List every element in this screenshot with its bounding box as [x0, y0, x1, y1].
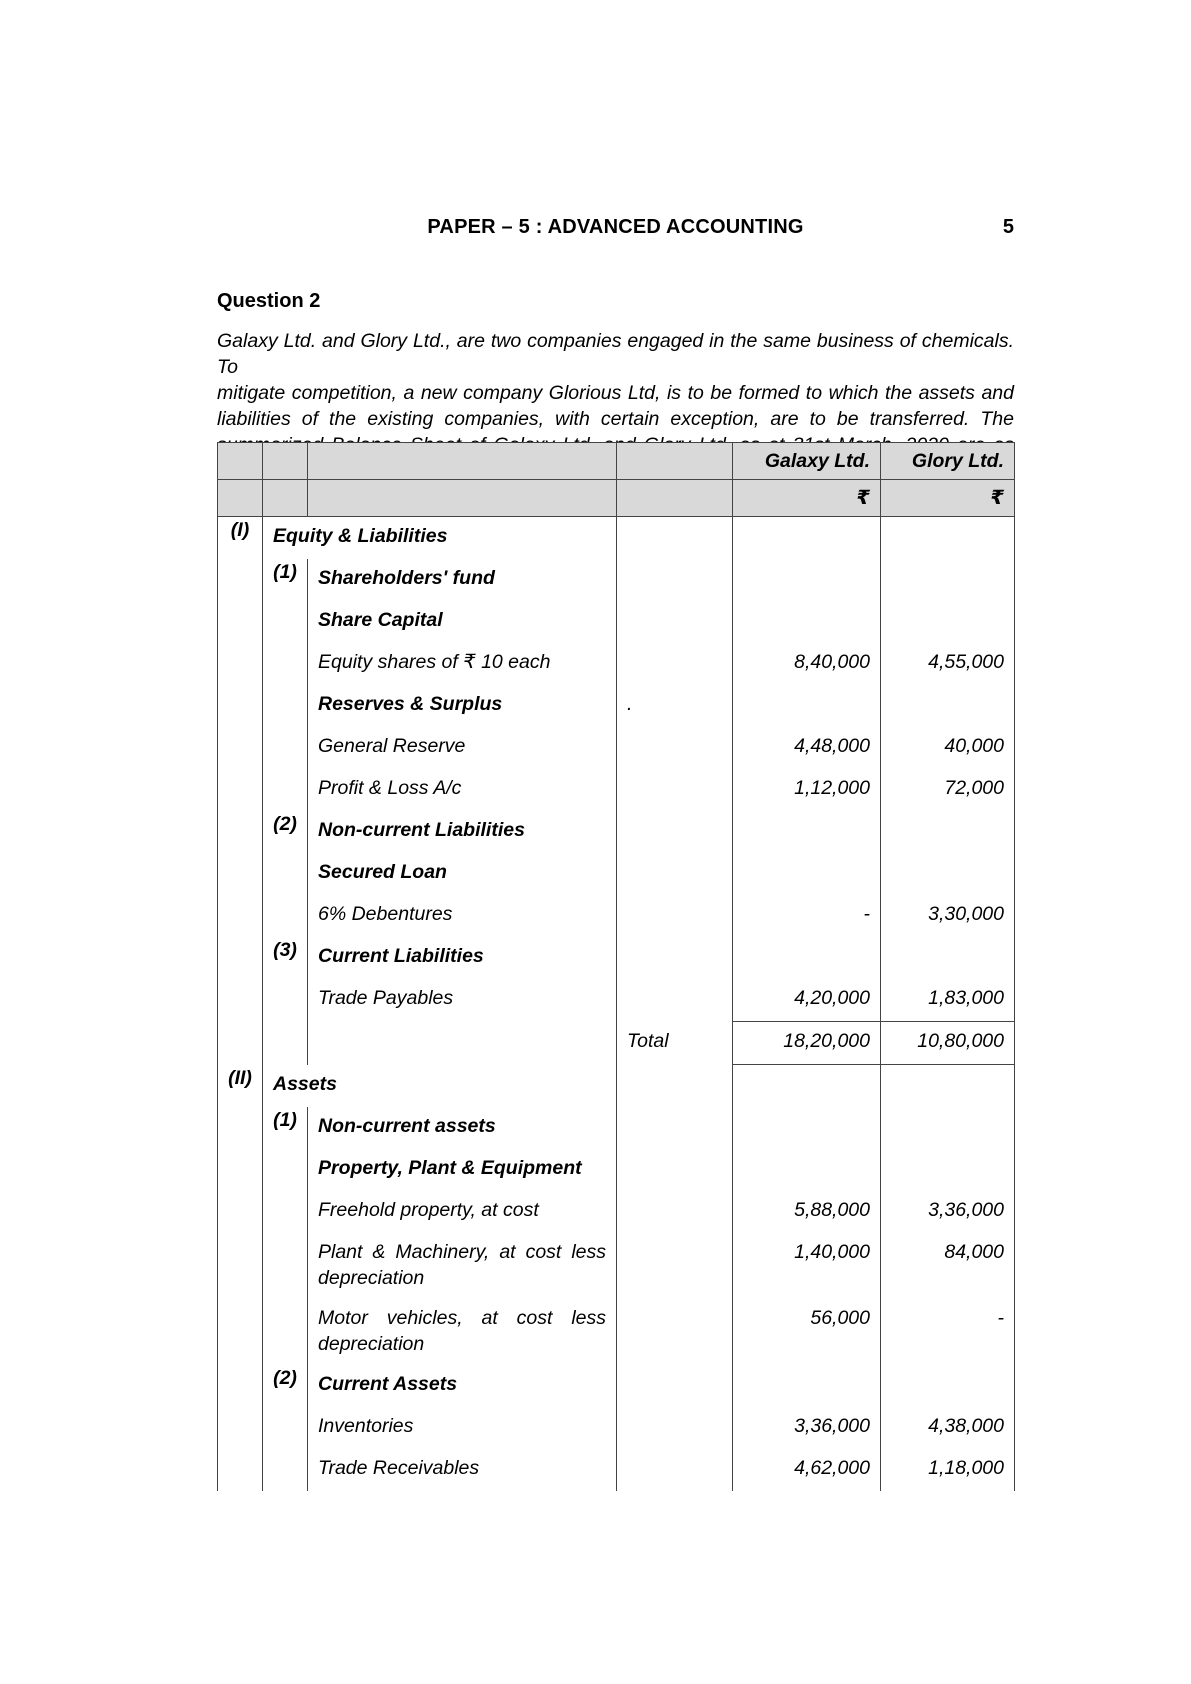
row-label: Trade Payables [308, 979, 617, 1022]
section-number: (II) [218, 1065, 263, 1108]
glory-value: - [881, 1299, 1015, 1365]
table-currency-row [218, 480, 1015, 517]
table-row [218, 559, 1015, 601]
row-label: Property, Plant & Equipment [308, 1149, 617, 1191]
glory-value: 84,000 [881, 1233, 1015, 1299]
table-row [218, 937, 1015, 979]
galaxy-value: 1,40,000 [733, 1233, 881, 1299]
row-label: Shareholders' fund [308, 559, 617, 601]
section-number: (I) [218, 517, 263, 560]
row-label: Secured Loan [308, 853, 617, 895]
galaxy-value: - [733, 895, 881, 937]
section-label: Equity & Liabilities [263, 517, 617, 560]
page-number: 5 [1002, 216, 1014, 238]
row-label: Reserves & Surplus [308, 685, 617, 727]
question-heading: Question 2 [217, 290, 321, 312]
item-number: (1) [263, 1107, 308, 1149]
total-row [218, 1022, 1015, 1065]
row-label: Motor vehicles, at cost less depreciation [308, 1299, 617, 1365]
row-label: Plant & Machinery, at cost less depreciation [308, 1233, 617, 1299]
item-number: (1) [263, 559, 308, 601]
glory-value: 4,38,000 [881, 1407, 1015, 1449]
row-label: Non-current assets [308, 1107, 617, 1149]
total-label: Total [617, 1022, 733, 1065]
glory-value: 40,000 [881, 727, 1015, 769]
paper-title: PAPER – 5 : ADVANCED ACCOUNTING [427, 216, 804, 238]
table-row [218, 1149, 1015, 1191]
item-number: (3) [263, 937, 308, 979]
table-row [218, 727, 1015, 769]
table-row [218, 1191, 1015, 1233]
glory-column-header: Glory Ltd. [881, 443, 1015, 480]
paragraph-line: Galaxy Ltd. and Glory Ltd., are two companies engaged in the same business of chemicals. To [217, 330, 1014, 378]
paragraph-line: liabilities of the existing companies, with certain exception, are to be transferred. The [217, 408, 1014, 430]
table-row [218, 1299, 1015, 1365]
row-label: Trade Receivables [308, 1449, 617, 1491]
item-number: (2) [263, 1365, 308, 1407]
row-label: General Reserve [308, 727, 617, 769]
table-row [218, 853, 1015, 895]
glory-value: 4,55,000 [881, 643, 1015, 685]
glory-value: 1,83,000 [881, 979, 1015, 1022]
table-row [218, 769, 1015, 811]
row-label: Freehold property, at cost [308, 1191, 617, 1233]
currency-symbol: ₹ [733, 480, 881, 517]
table-row [218, 895, 1015, 937]
row-label: Profit & Loss A/c [308, 769, 617, 811]
glory-value: 72,000 [881, 769, 1015, 811]
table-row [218, 1449, 1015, 1491]
galaxy-value: 4,20,000 [733, 979, 881, 1022]
table-row [218, 979, 1015, 1022]
table-row [218, 685, 1015, 727]
galaxy-value: 8,40,000 [733, 643, 881, 685]
balance-sheet-table [217, 442, 1015, 1491]
stray-dot: . [617, 685, 733, 727]
page-header [217, 216, 1014, 242]
galaxy-value: 5,88,000 [733, 1191, 881, 1233]
table-row [218, 601, 1015, 643]
galaxy-column-header: Galaxy Ltd. [733, 443, 881, 480]
row-label: 6% Debentures [308, 895, 617, 937]
galaxy-value: 4,48,000 [733, 727, 881, 769]
row-label: Equity shares of ₹ 10 each [308, 643, 617, 685]
item-number: (2) [263, 811, 308, 853]
galaxy-value: 4,62,000 [733, 1449, 881, 1491]
paragraph-line: mitigate competition, a new company Glorious Ltd, is to be formed to which the assets and [217, 382, 1014, 404]
table-row [218, 811, 1015, 853]
galaxy-total: 18,20,000 [733, 1022, 881, 1065]
glory-total: 10,80,000 [881, 1022, 1015, 1065]
row-label: Current Assets [308, 1365, 617, 1407]
table-row [218, 517, 1015, 560]
table-row [218, 1233, 1015, 1299]
galaxy-value: 3,36,000 [733, 1407, 881, 1449]
glory-value: 1,18,000 [881, 1449, 1015, 1491]
table-row [218, 1065, 1015, 1108]
galaxy-value: 56,000 [733, 1299, 881, 1365]
row-label: Non-current Liabilities [308, 811, 617, 853]
glory-value: 3,30,000 [881, 895, 1015, 937]
row-label: Inventories [308, 1407, 617, 1449]
table-row [218, 1107, 1015, 1149]
row-label: Current Liabilities [308, 937, 617, 979]
table-row [218, 1365, 1015, 1407]
section-label: Assets [263, 1065, 617, 1108]
glory-value: 3,36,000 [881, 1191, 1015, 1233]
currency-symbol: ₹ [881, 480, 1015, 517]
table-header-row [218, 443, 1015, 480]
galaxy-value: 1,12,000 [733, 769, 881, 811]
table-row [218, 1407, 1015, 1449]
row-label: Share Capital [308, 601, 617, 643]
table-row [218, 643, 1015, 685]
